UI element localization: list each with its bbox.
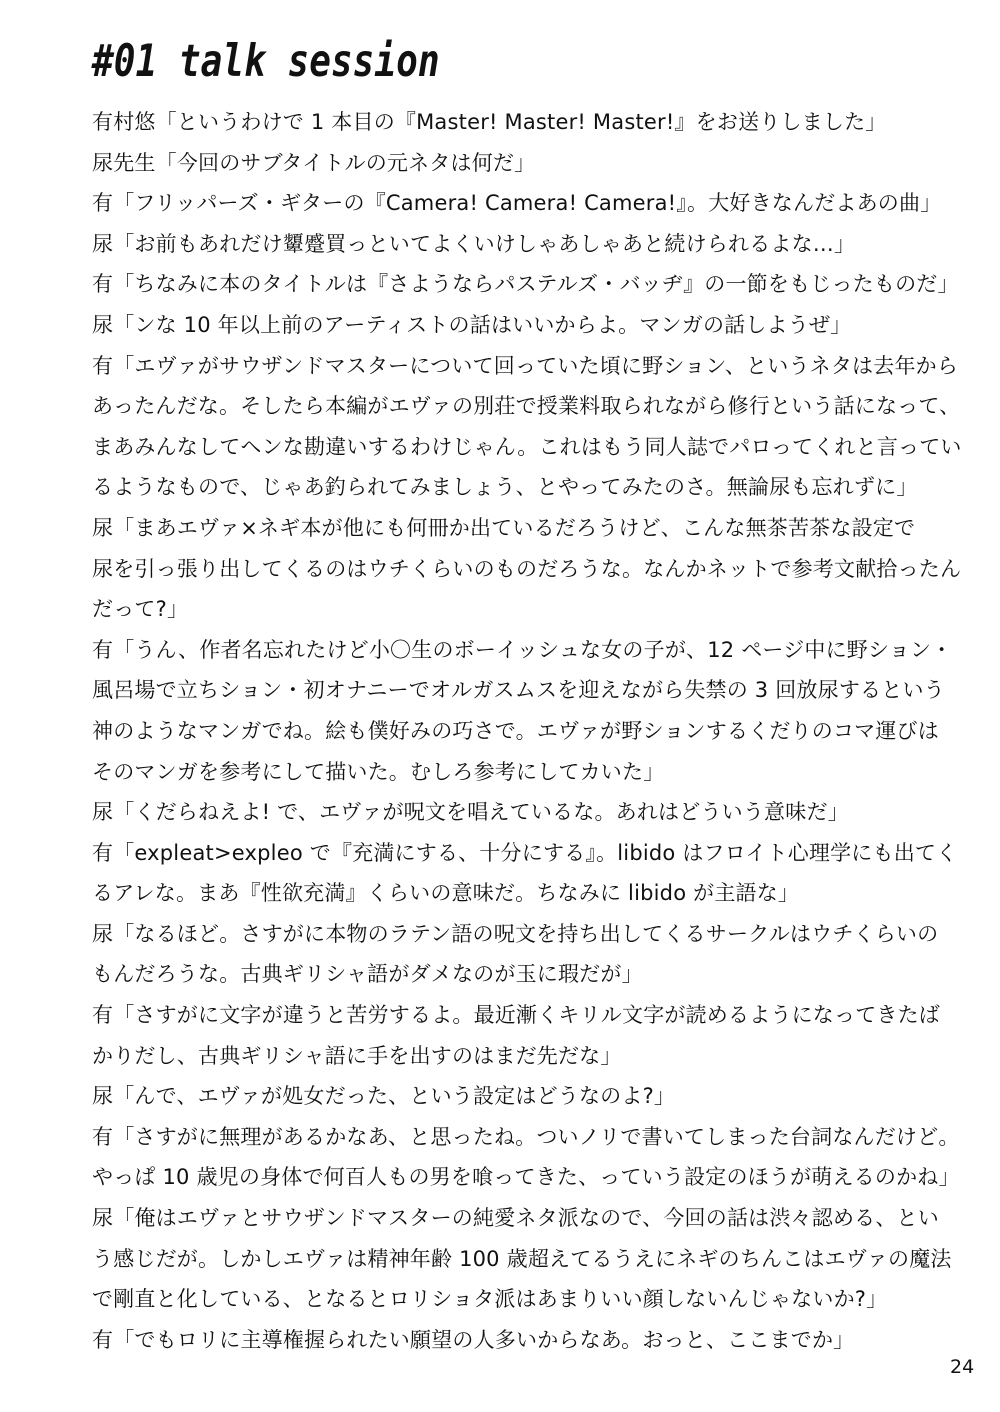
dialogue-line: 有「でもロリに主導権握られたい願望の人多いからなあ。おっと、ここまでか」 (92, 1327, 855, 1352)
dialogue-line: 有「フリッパーズ・ギターの『Camera! Camera! Camera!』。大好きなんだよあの曲」 (92, 191, 942, 216)
page-number: 24 (950, 1356, 975, 1378)
dialogue-line: もんだろうな。古典ギリシャ語がダメなのが玉に瑕だが」 (92, 962, 643, 987)
dialogue-line: そのマンガを参考にして描いた。むしろ参考にしてカいた」 (92, 759, 665, 784)
dialogue-line: 尿「なるほど。さすがに本物のラテン語の呪文を持ち出してくるサークルはウチくらいの (92, 921, 939, 946)
dialogue-line: るようなもので、じゃあ釣られてみましょう、とやってみたのさ。無論尿も忘れずに」 (92, 475, 918, 500)
dialogue-line: 有「さすがに文字が違うと苦労するよ。最近漸くキリル文字が読めるようになってきたば (92, 1003, 940, 1028)
dialogue-line: 尿「ンな 10 年以上前のアーティストの話はいいからよ。マンガの話しようぜ」 (92, 312, 852, 337)
dialogue-line: るアレな。まあ『性欲充満』くらいの意味だ。ちなみに libido が主語な」 (92, 881, 800, 906)
dialogue-line: 尿「お前もあれだけ顰蹙買っといてよくいけしゃあしゃあと続けられるよな…」 (92, 231, 856, 256)
dialogue-line: 風呂場で立ちション・初オナニーでオルガスムスを迎えながら失禁の 3 回放尿するという (92, 678, 945, 703)
dialogue-line: 有村悠「というわけで 1 本目の『Master! Master! Master!』をお送りしました」 (92, 110, 887, 134)
dialogue-line: あったんだな。そしたら本編がエヴァの別荘で授業料取られながら修行という話になって、 (92, 394, 961, 419)
dialogue-line: 尿「まあエヴァ×ネギ本が他にも何冊か出ているだろうけど、こんな無茶苦茶な設定で (92, 515, 916, 540)
dialogue-line: 尿先生「今回のサブタイトルの元ネタは何だ」 (92, 150, 536, 175)
dialogue-line: かりだし、古典ギリシャ語に手を出すのはまだ先だな」 (92, 1043, 622, 1068)
dialogue-line: 有「うん、作者名忘れたけど小〇生のボーイッシュな女の子が、12 ページ中に野ション・ (92, 637, 953, 662)
dialogue-line: で剛直と化している、となるとロリショタ派はあまりいい顔しないんじゃないか?」 (92, 1287, 888, 1312)
dialogue-line: 神のようなマンガでね。絵も僕好みの巧さで。エヴァが野ションするくだりのコマ運びは (92, 718, 939, 743)
dialogue-line: 有「ちなみに本のタイトルは『さようならパステルズ・バッヂ』の一節をもじったものだ」 (92, 272, 959, 297)
dialogue-line: 尿「んで、エヴァが処女だった、という設定はどうなのよ?」 (92, 1084, 676, 1109)
dialogue-line: 尿を引っ張り出してくるのはウチくらいのものだろうな。なんかネットで参考文献拾ったん (92, 556, 962, 581)
dialogue-line: 有「エヴァがサウザンドマスターについて回っていた頃に野ション、というネタは去年から (92, 353, 959, 378)
dialogue-line: 尿「くだらねえよ! で、エヴァが呪文を唱えているな。あれはどういう意味だ」 (92, 800, 849, 825)
dialogue-line: やっぱ 10 歳児の身体で何百人もの男を喰ってきた、っていう設定のほうが萌えるのかね」 (92, 1165, 960, 1190)
page-title: #01 talk session (92, 36, 440, 87)
dialogue-line: 有「expleat>expleo で『充満にする、十分にする』。libido はフロイト心理学にも出てく (92, 840, 958, 865)
dialogue-line: まあみんなしてヘンな勘違いするわけじゃん。これはもう同人誌でパロってくれと言ってい (92, 434, 962, 459)
dialogue-body (92, 102, 972, 1360)
dialogue-line: う感じだが。しかしエヴァは精神年齢 100 歳超えてるうえにネギのちんこはエヴァの魔法 (92, 1246, 952, 1271)
dialogue-line: 有「さすがに無理があるかなあ、と思ったね。ついノリで書いてしまった台詞なんだけど。 (92, 1124, 960, 1149)
dialogue-line: だって?」 (92, 597, 189, 622)
dialogue-line: 尿「俺はエヴァとサウザンドマスターの純愛ネタ派なので、今回の話は渋々認める、とい (92, 1206, 939, 1231)
